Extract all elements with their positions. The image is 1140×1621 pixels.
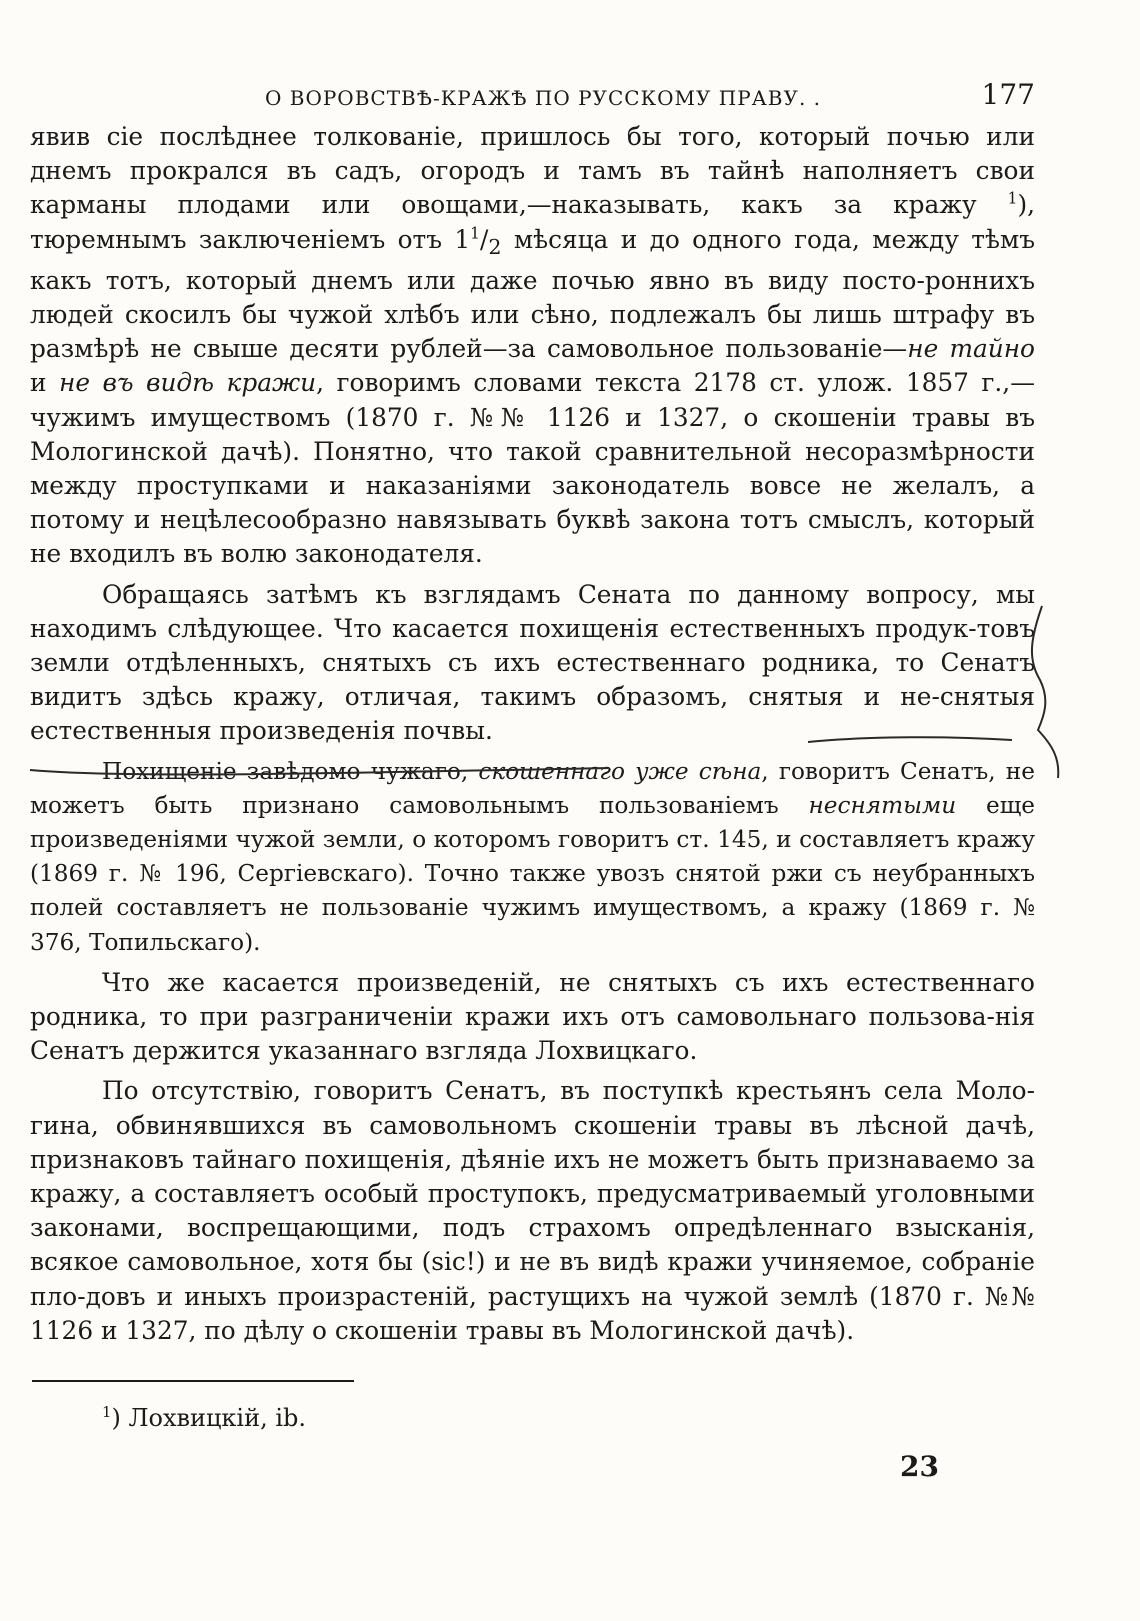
p3-text-c: еще произведеніями чужой земли, о которомъ говоритъ ст. 145, и составляетъ кражу (1869 г. № 196, Сергіевскаго). Точно также увозъ снятой ржи съ неубранныхъ полей составляетъ не пользованіе чужимъ имуществомъ, а кражу (1869 г. № 376, Топильскаго). — [30, 791, 1036, 956]
p1-text-d: и — [30, 368, 60, 398]
fraction-numerator: 1 — [470, 224, 480, 243]
page-content — [30, 78, 1035, 1348]
italic-phrase-not-secret: не тайно — [907, 334, 1035, 364]
footnote-ref: 1 — [1007, 190, 1018, 209]
margin-brace-mark — [1032, 606, 1058, 778]
italic-phrase-mown-hay: скошеннаго уже сѣна — [478, 757, 762, 785]
paragraph-4: Что же касается произведеній, не снятыхъ съ ихъ естественнаго родника, то при разграниченіи кражи ихъ отъ самовольнаго пользова-нія Сенатъ держится указаннаго взгляда Лохвицкаго. — [30, 967, 1035, 1066]
signature-number: 23 — [900, 1450, 939, 1483]
paragraph-1 — [30, 120, 1035, 572]
p3-text-a: Похищеніе завѣдомо чужаго, — [102, 757, 479, 785]
p1-text-b: ), тюремнымъ заключеніемъ отъ 1 — [30, 190, 1035, 254]
running-head — [30, 78, 1035, 120]
paragraph-3 — [30, 755, 1035, 960]
footnote-text: ) Лохвицкій, ib. — [111, 1404, 307, 1432]
page-number: 177 — [981, 78, 1035, 111]
italic-phrase-not-theft: не въ видѣ кражи — [59, 368, 317, 398]
body-text — [30, 120, 1035, 1348]
running-title: О ВОРОВСТВѢ-КРАЖѢ ПО РУССКОМУ ПРАВУ. . — [265, 86, 822, 110]
p3-text-b: , говоритъ Сенатъ, не можетъ быть признано самовольнымъ пользованіемъ — [30, 757, 1035, 819]
p1-text-a: явив сіе послѣднее толкованіе, пришлось бы того, который почью или днемъ прокрался въ садъ, огородъ и тамъ въ тайнѣ наполняетъ свои карманы плодами или овощами,—наказывать, какъ за кражу — [30, 122, 1035, 220]
footnote-marker: 1 — [102, 1403, 112, 1421]
paragraph-2: Обращаясь затѣмъ къ взглядамъ Сената по данному вопросу, мы находимъ слѣдующее. Что касается похищенія естественныхъ продук-товъ земли отдѣленныхъ, снятыхъ съ ихъ естественнаго родника, то Сенатъ видитъ здѣсь кражу, отличая, такимъ образомъ, снятыя и не-снятыя естественныя произведенія почвы. — [30, 579, 1035, 746]
italic-phrase-unharvested: неснятыми — [808, 791, 957, 819]
p1-text-e: , говоримъ словами текста 2178 ст. улож. 1857 г.,—чужимъ имуществомъ (1870 г. №№ 1126 и 1327, о скошеніи травы въ Мологинской дачѣ). Понятно, что такой сравнительной несоразмѣрности между проступками и наказаніями законодатель вовсе не желалъ, а потому и нецѣлесообразно навязывать буквѣ закона тотъ смыслъ, который не входилъ въ волю законодателя. — [30, 368, 1035, 569]
footnote — [102, 1404, 306, 1432]
paragraph-5: По отсутствію, говоритъ Сенатъ, въ поступкѣ крестьянъ села Моло-гина, обвинявшихся въ самовольномъ скошеніи травы въ лѣсной дачѣ, признаковъ тайнаго похищенія, дѣяніе ихъ не можетъ быть признаваемо за кражу, а составляетъ особый проступокъ, предусматриваемый уголовными законами, воспрещающими, подъ страхомъ опредѣленнаго взысканія, всякое самовольное, хотя бы (sic!) и не въ видѣ кражи учиняемое, собраніе пло-довъ и иныхъ произрастеній, растущихъ на чужой землѣ (1870 г. №№ 1126 и 1327, по дѣлу о скошеніи травы въ Мологинской дачѣ). — [30, 1076, 1035, 1345]
p1-text-c: мѣсяца и до одного года, между тѣмъ какъ тотъ, который днемъ или даже почью явно въ виду посто-роннихъ людей скосилъ бы чужой хлѣбъ или сѣно, подлежалъ бы лишь штрафу въ размѣрѣ не свыше десяти рублей—за самовольное пользованіе— — [30, 224, 1036, 364]
footnote-rule — [32, 1380, 354, 1382]
fraction-denominator: 2 — [488, 234, 502, 259]
fraction-slash: / — [479, 224, 489, 254]
